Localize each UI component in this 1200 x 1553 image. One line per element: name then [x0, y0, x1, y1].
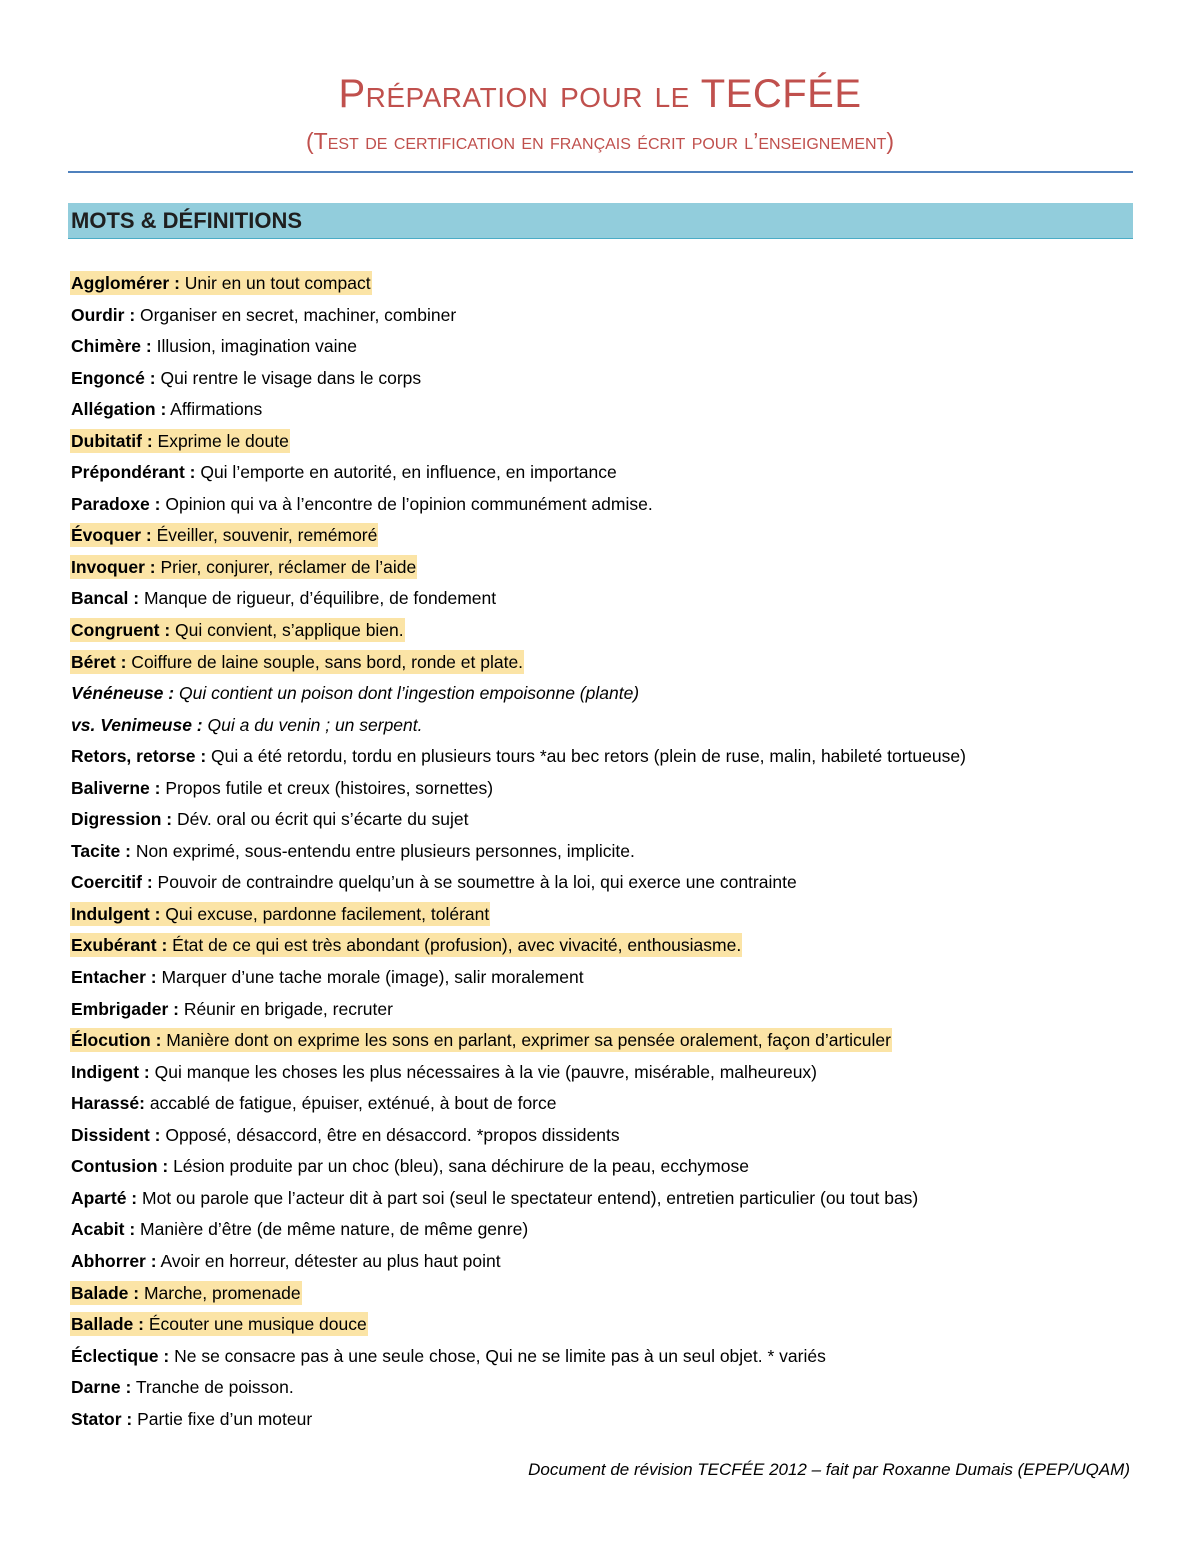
definition-list [70, 268, 1135, 1435]
term: Invoquer : [71, 556, 156, 577]
definition-text [70, 1028, 892, 1052]
definition-text [70, 1186, 919, 1210]
definition-entry [70, 1120, 1135, 1152]
definition-entry [70, 710, 1135, 742]
term: Abhorrer : [71, 1250, 157, 1271]
definition-text [70, 744, 967, 768]
definition-entry [70, 1088, 1135, 1120]
definition: Qui convient, s’applique bien. [170, 620, 404, 641]
document-title: Préparation pour le TECFÉE [338, 72, 862, 116]
definition-text [70, 1123, 621, 1147]
definition: Qui rentre le visage dans le corps [155, 367, 422, 388]
definition-entry [70, 1057, 1135, 1089]
definition-entry [70, 520, 1135, 552]
definition: Partie fixe d’un moteur [132, 1408, 313, 1429]
term: Allégation : [71, 399, 167, 420]
definition-text [70, 1091, 558, 1115]
document-footer: Document de révision TECFÉE 2012 – fait par Roxanne Dumais (EPEP/UQAM) [528, 1460, 1130, 1479]
definition: Opposé, désaccord, être en désaccord. *propos dissidents [160, 1124, 620, 1145]
definition-entry [70, 394, 1135, 426]
term: Évoquer : [71, 525, 152, 546]
definition-text [70, 839, 636, 863]
definition: Pouvoir de contraindre quelqu’un à se soumettre à la loi, qui exerce une contrainte [152, 872, 797, 893]
term: Ballade : [71, 1314, 144, 1335]
definition-text [70, 334, 358, 358]
definition: Écouter une musique douce [143, 1314, 367, 1335]
term: Indulgent : [71, 903, 161, 924]
definition-text [70, 1407, 313, 1431]
definition: Organiser en secret, machiner, combiner [135, 304, 457, 325]
definition-entry [70, 899, 1135, 931]
definition-entry [70, 1151, 1135, 1183]
definition-text [70, 492, 654, 516]
definition: Ne se consacre pas à une seule chose, Qui ne se limite pas à un seul objet. * variés [169, 1345, 826, 1366]
definition: État de ce qui est très abondant (profusion), avec vivacité, enthousiasme. [167, 935, 742, 956]
definition-entry [70, 804, 1135, 836]
definition-text [70, 397, 263, 421]
definition-text [70, 1249, 502, 1273]
definition-entry [70, 1214, 1135, 1246]
definition: Qui manque les choses les plus nécessaires à la vie (pauvre, misérable, malheureux) [149, 1061, 817, 1082]
definition: Mot ou parole que l’acteur dit à part soi (seul le spectateur entend), entretien particulier (ou tout bas) [137, 1187, 919, 1208]
definition-entry [70, 489, 1135, 521]
definition-text [70, 1375, 295, 1399]
term: Paradoxe : [71, 493, 161, 514]
definition-entry [70, 457, 1135, 489]
term: Embrigader : [71, 998, 179, 1019]
definition-entry [70, 836, 1135, 868]
definition-text [70, 1217, 529, 1241]
definition-text [70, 650, 524, 674]
definition-text [70, 366, 422, 390]
definition-text [70, 997, 394, 1021]
definition: Non exprimé, sous-entendu entre plusieurs personnes, implicite. [130, 840, 635, 861]
term: Congruent : [71, 620, 171, 641]
term: Vénéneuse : [71, 683, 175, 704]
definition: Qui contient un poison dont l’ingestion empoisonne (plante) [174, 683, 640, 704]
term: Dissident : [71, 1124, 161, 1145]
definition-text [70, 1060, 818, 1084]
definition: Marquer d’une tache morale (image), salir moralement [156, 967, 584, 988]
definition: Qui l’emporte en autorité, en influence, en importance [195, 462, 617, 483]
definition-entry [70, 583, 1135, 615]
definition-text [70, 965, 585, 989]
definition-entry [70, 1309, 1135, 1341]
term: Ourdir : [71, 304, 136, 325]
definition-entry [70, 300, 1135, 332]
definition: Manière d’être (de même nature, de même genre) [135, 1219, 529, 1240]
definition-text [70, 555, 417, 579]
term: vs. Venimeuse : [71, 714, 203, 735]
term: Aparté : [71, 1187, 138, 1208]
definition-entry [70, 1183, 1135, 1215]
section-title: MOTS & DÉFINITIONS [71, 208, 302, 233]
term: Digression : [71, 809, 173, 830]
term: Exubérant : [71, 935, 168, 956]
definition-entry [70, 615, 1135, 647]
term: Balade : [71, 1282, 140, 1303]
definition: Qui a été retordu, tordu en plusieurs tours *au bec retors (plein de ruse, malin, habileté tortueuse) [206, 746, 966, 767]
definition-text [70, 713, 424, 737]
definition-entry [70, 741, 1135, 773]
definition-entry [70, 1246, 1135, 1278]
definition-entry [70, 994, 1135, 1026]
definition-entry [70, 363, 1135, 395]
term: Baliverne : [71, 777, 161, 798]
term: Stator : [71, 1408, 133, 1429]
definition-entry [70, 331, 1135, 363]
definition-text [70, 303, 457, 327]
definition: Qui excuse, pardonne facilement, tolérant [160, 903, 490, 924]
term: Bancal : [71, 588, 140, 609]
definition-entry [70, 647, 1135, 679]
definition: Réunir en brigade, recruter [178, 998, 393, 1019]
definition-entry [70, 268, 1135, 300]
definition-entry [70, 1278, 1135, 1310]
term: Harassé: [71, 1093, 145, 1114]
definition-text [70, 933, 742, 957]
definition-text [70, 271, 372, 295]
definition-text [70, 1281, 302, 1305]
definition-entry [70, 962, 1135, 994]
definition-entry [70, 426, 1135, 458]
term: Retors, retorse : [71, 746, 207, 767]
definition-text [70, 681, 640, 705]
definition: Manque de rigueur, d’équilibre, de fondement [139, 588, 497, 609]
definition: Tranche de poisson. [131, 1377, 294, 1398]
document-subtitle: (Test de certification en français écrit pour l’enseignement) [305, 128, 894, 154]
definition: Prier, conjurer, réclamer de l’aide [155, 556, 417, 577]
definition: Éveiller, souvenir, remémoré [151, 525, 378, 546]
definition: Opinion qui va à l’encontre de l’opinion communément admise. [160, 493, 653, 514]
definition-entry [70, 552, 1135, 584]
term: Éclectique : [71, 1345, 170, 1366]
term: Tacite : [71, 840, 131, 861]
term: Engoncé : [71, 367, 156, 388]
term: Entacher : [71, 967, 157, 988]
term: Agglomérer : [71, 273, 180, 293]
definition: Manière dont on exprime les sons en parlant, exprimer sa pensée oralement, façon d’articuler [161, 1030, 891, 1051]
definition-entry [70, 1404, 1135, 1436]
definition-text [70, 776, 494, 800]
term: Contusion : [71, 1156, 169, 1177]
definition-text [70, 1312, 368, 1336]
definition: Unir en un tout compact [179, 273, 371, 293]
definition: Dév. oral ou écrit qui s’écarte du sujet [172, 809, 469, 830]
definition: accablé de fatigue, épuiser, exténué, à bout de force [144, 1093, 557, 1114]
term: Darne : [71, 1377, 132, 1398]
term: Dubitatif : [71, 430, 153, 451]
term: Indigent : [71, 1061, 150, 1082]
definition-entry [70, 1341, 1135, 1373]
definition-text [70, 1154, 750, 1178]
definition-entry [70, 678, 1135, 710]
definition-text [70, 460, 618, 484]
definition: Lésion produite par un choc (bleu), sana déchirure de la peau, ecchymose [168, 1156, 749, 1177]
term: Élocution : [71, 1030, 162, 1051]
definition: Marche, promenade [139, 1282, 301, 1303]
definition-entry [70, 930, 1135, 962]
definition-entry [70, 1372, 1135, 1404]
definition-text [70, 807, 470, 831]
definition: Illusion, imagination vaine [151, 336, 357, 357]
term: Coercitif : [71, 872, 153, 893]
definition: Avoir en horreur, détester au plus haut point [156, 1250, 501, 1271]
definition-entry [70, 867, 1135, 899]
definition: Propos futile et creux (histoires, sornettes) [160, 777, 494, 798]
definition-text [70, 870, 798, 894]
term: Chimère : [71, 336, 152, 357]
definition-text [70, 586, 497, 610]
definition-text [70, 429, 290, 453]
definition-text [70, 1344, 827, 1368]
definition: Coiffure de laine souple, sans bord, ronde et plate. [126, 651, 524, 672]
definition-entry [70, 1025, 1135, 1057]
definition: Exprime le doute [152, 430, 289, 451]
definition-entry [70, 773, 1135, 805]
term: Prépondérant : [71, 462, 196, 483]
definition-text [70, 618, 405, 642]
definition: Qui a du venin ; un serpent. [202, 714, 423, 735]
definition: Affirmations [166, 399, 263, 420]
definition-text [70, 523, 378, 547]
title-divider [68, 171, 1133, 173]
term: Béret : [71, 651, 127, 672]
definition-text [70, 902, 490, 926]
term: Acabit : [71, 1219, 136, 1240]
